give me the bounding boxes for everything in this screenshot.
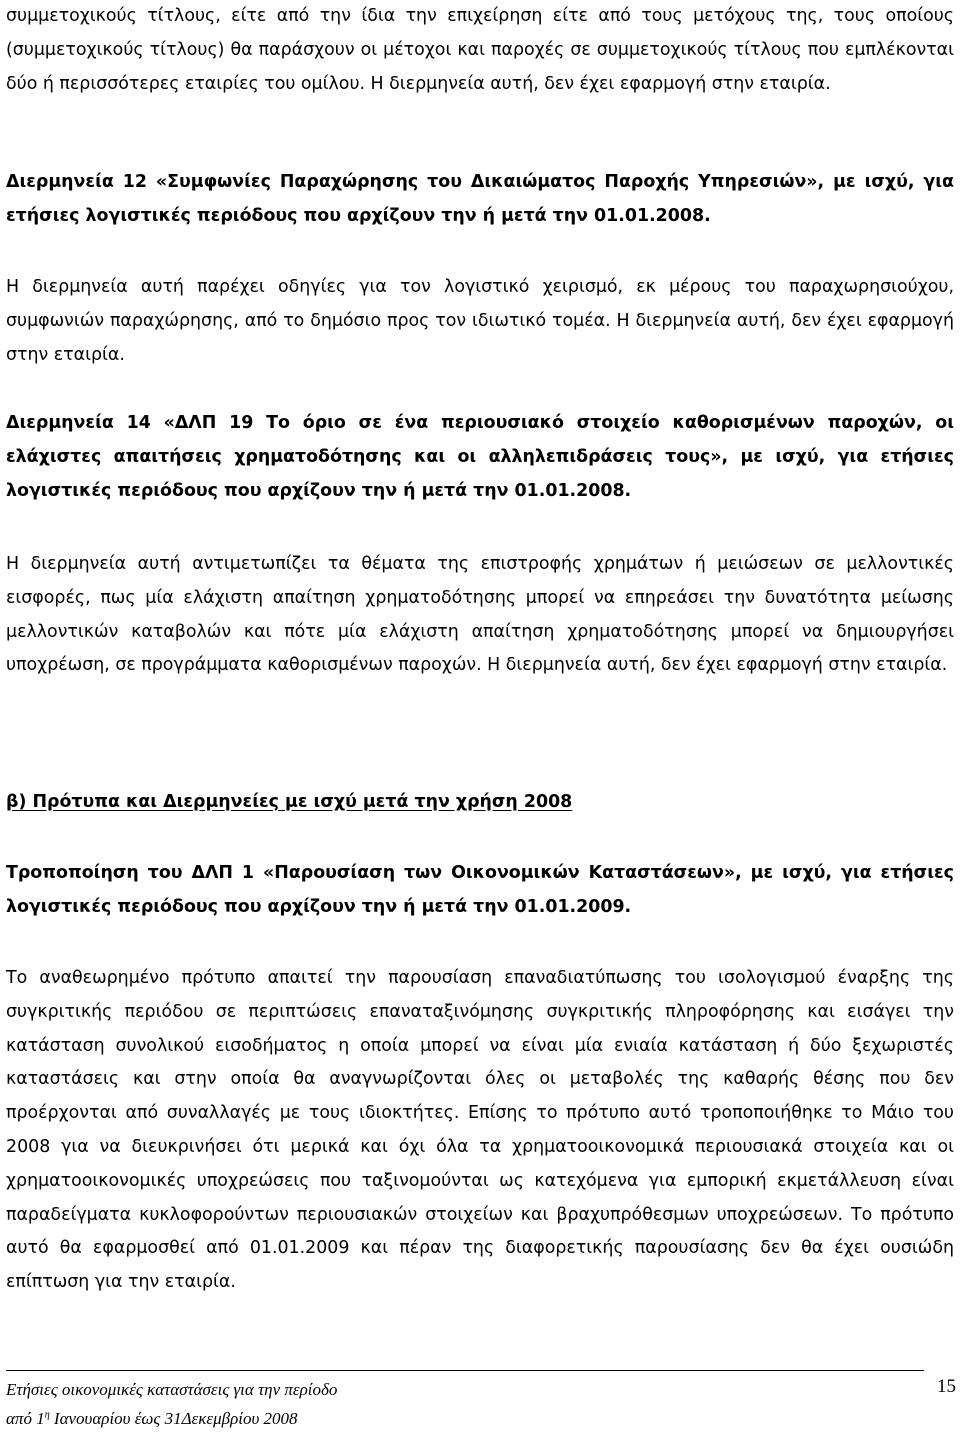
ias1-text: Το αναθεωρημένο πρότυπο απαιτεί την παρουσίαση επαναδιατύπωσης του ισολογισμού έναρξης της συγκριτικής περιόδου σε περιπτώσεις επαναταξινόμησης συγκριτικής πληροφόρησης και εισάγει την κατάσταση συνολικού εισοδήματος η οποία μπορεί να είναι μία ενιαία κατάσταση ή δύο ξεχωριστές καταστάσεις και στην οποία θα αναγνωρίζονται όλες οι μεταβολές της καθαρής θέσης που δεν προέρχονται από συναλλαγές με τους ιδιοκτήτες. Επίσης το πρότυπο αυτό τροποποιήθηκε το Μάιο του 2008 για να διευκρινήσει ότι μερικά και όχι όλα τα χρηματοοικονομικά περιουσιακά στοιχεία και οι χρηματοοικονομικές υποχρεώσεις που ταξινομούνται ως κατεχόμενα για εμπορική εκμετάλλευση είναι παραδείγματα κυκλοφορούντων περιουσιακών στοιχείων και βραχυπρόθεσμων υποχρεώσεων. Το πρότυπο αυτό θα εφαρμοσθεί από 01.01.2009 και πέραν της διαφορετικής παρουσίασης δεν θα έχει ουσιώδη επίπτωση για την εταιρία.: [6, 968, 954, 1293]
section-b-title-text: β) Πρότυπα και Διερμηνείες με ισχύ μετά την χρήση 2008: [6, 792, 573, 812]
ias1-heading: Τροποποίηση του ΔΛΠ 1 «Παρουσίαση των Οικονομικών Καταστάσεων», με ισχύ, για ετήσιες λογιστικές περιόδους που αρχίζουν την ή μετά την 01.01.2009.: [6, 863, 954, 917]
interpretation-14-heading: Διερμηνεία 14 «ΔΛΠ 19 Το όριο σε ένα περιουσιακό στοιχείο καθορισμένων παροχών, οι ελάχιστες απαιτήσεις χρηματοδότησης και οι αλληλεπιδράσεις τους», με ισχύ, για ετήσιες λογιστικές περιόδους που αρχίζουν την ή μετά την 01.01.2008.: [6, 413, 954, 501]
interpretation-14-text: Η διερμηνεία αυτή αντιμετωπίζει τα θέματα της επιστροφής χρημάτων ή μειώσεων σε μελλοντικές εισφορές, πως μία ελάχιστη απαίτηση χρηματοδότησης μπορεί να επηρεάσει την δυνατότητα μείωσης μελλοντικών καταβολών και πότε μία ελάχιστη απαίτηση χρηματοδότησης μπορεί να δημιουργήσει υποχρέωση, σε προγράμματα καθορισμένων παροχών. Η διερμηνεία αυτή, δεν έχει εφαρμογή στην εταιρία.: [6, 554, 954, 676]
intro-paragraph: συμμετοχικούς τίτλους, είτε από την ίδια την επιχείρηση είτε από τους μετόχους της, τους οποίους (συμμετοχικούς τίτλους) θα παράσχουν οι μέτοχοι και παροχές σε συμμετοχικούς τίτλους που εμπλέκονται δύο ή περισσότερες εταιρίες του ομίλου. Η διερμηνεία αυτή, δεν έχει εφαρμογή στην εταιρία.: [6, 6, 954, 94]
section-b-title: [6, 786, 954, 820]
footer-divider: [6, 1370, 924, 1371]
footer-title: Ετήσιες οικονομικές καταστάσεις για την περίοδο: [6, 1380, 338, 1399]
interpretation-12-heading: Διερμηνεία 12 «Συμφωνίες Παραχώρησης του Δικαιώματος Παροχής Υπηρεσιών», με ισχύ, για ετήσιες λογιστικές περιόδους που αρχίζουν την ή μετά την 01.01.2008.: [6, 172, 954, 226]
interpretation-12-text: Η διερμηνεία αυτή παρέχει οδηγίες για τον λογιστικό χειρισμό, εκ μέρους του παραχωρησιούχου, συμφωνιών παραχώρησης, από το δημόσιο προς τον ιδιωτικό τομέα. Η διερμηνεία αυτή, δεν έχει εφαρμογή στην εταιρία.: [6, 277, 954, 365]
footer-period-sup: η: [44, 1409, 50, 1421]
footer-period-suffix: Ιανουαρίου έως 31Δεκεμβρίου 2008: [49, 1409, 298, 1428]
footer-period: [6, 1409, 298, 1429]
page-number: 15: [937, 1376, 956, 1397]
footer-period-prefix: από 1: [6, 1409, 45, 1428]
